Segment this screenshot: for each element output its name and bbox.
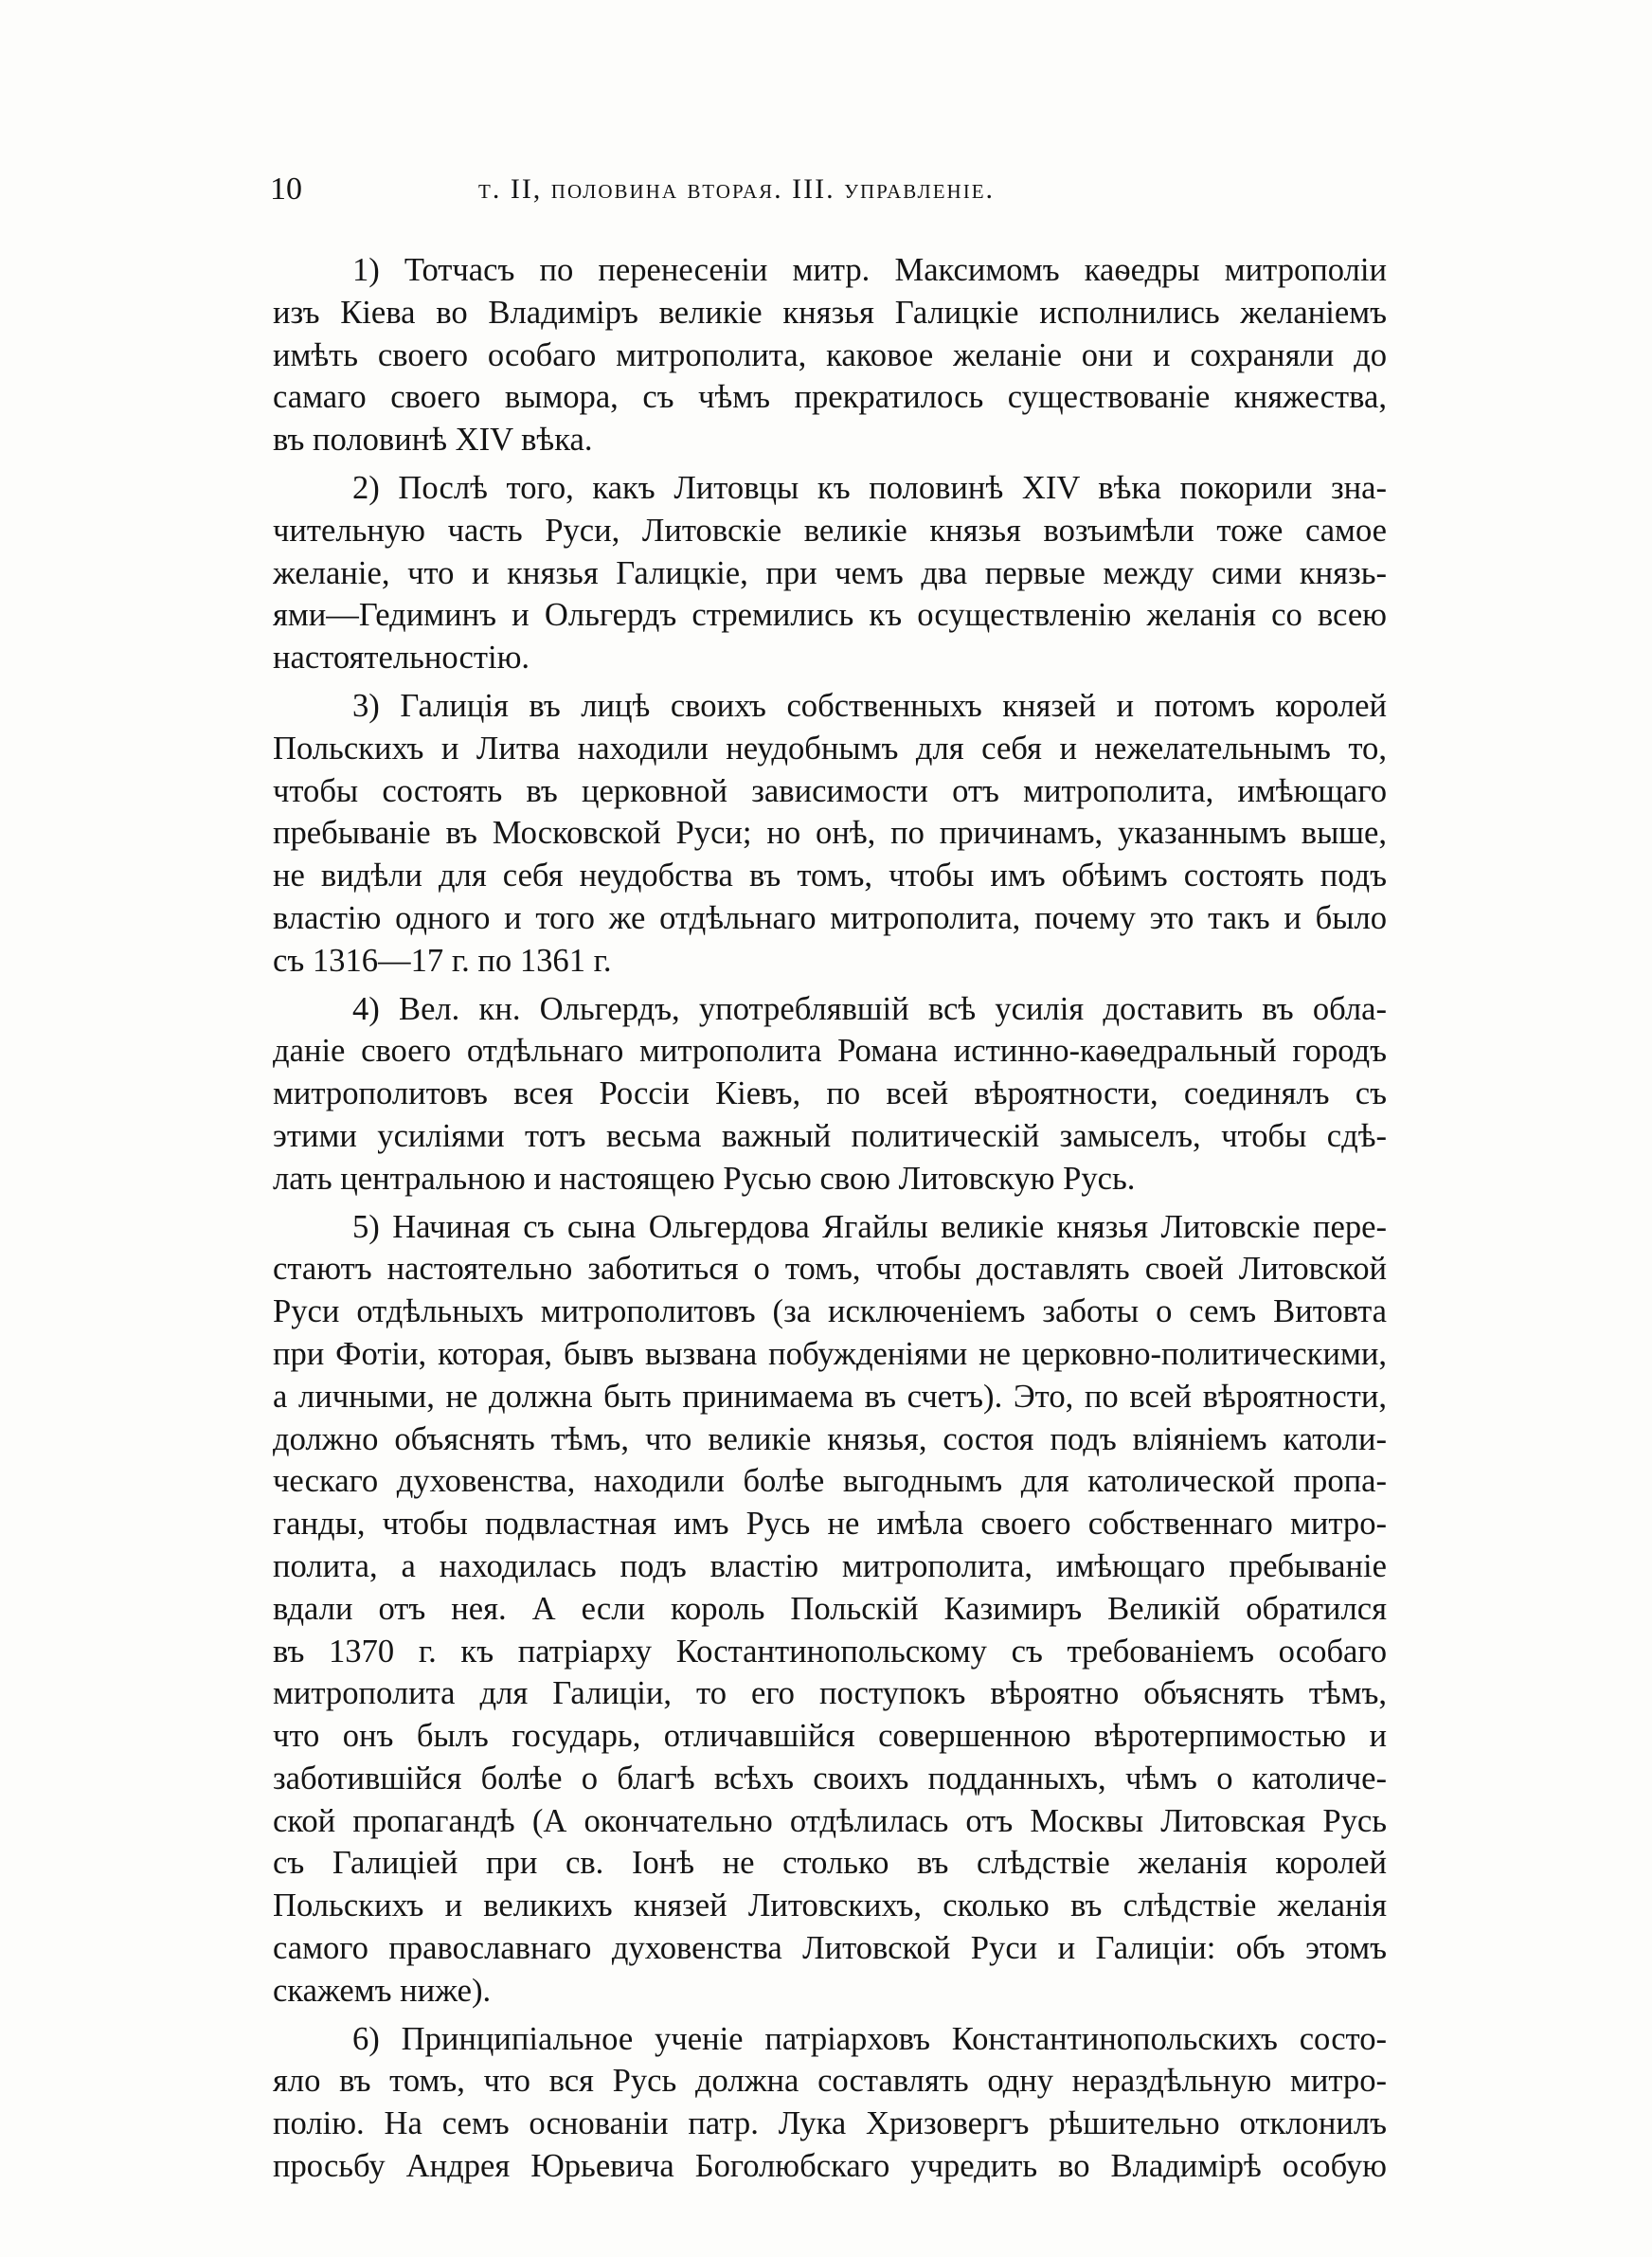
text-line: стаютъ настоятельно заботиться о томъ, чтобы доставлять своей Литовской [273, 1251, 1387, 1288]
text-line: лать центральною и настоящею Русью свою Литовскую Русь. [273, 1160, 1136, 1197]
text-line: ской пропагандѣ (А окончательно отдѣлилась отъ Москвы Литовская Русь [273, 1802, 1387, 1839]
text-line: 4) Вел. кн. Ольгердъ, употреблявшій всѣ усилія доставить въ обла- [352, 990, 1387, 1027]
page-number: 10 [270, 172, 302, 207]
text-line: не видѣли для себя неудобства въ томъ, чтобы имъ обѣимъ состоять подъ [273, 858, 1387, 894]
text-line: яло въ томъ, что вся Русь должна составлять одну нераздѣльную митро- [273, 2063, 1387, 2100]
text-line: съ Галиціей при св. Іонѣ не столько въ слѣдствіе желанія королей [273, 1845, 1387, 1882]
text-line: скажемъ ниже). [273, 1972, 492, 2009]
text-line: митрополитовъ всея Россіи Кіевъ, по всей вѣроятности, соединялъ съ [273, 1075, 1387, 1112]
text-line: 3) Галиція въ лицѣ своихъ собственныхъ князей и потомъ королей [352, 687, 1387, 724]
text-line: самаго своего вымора, съ чѣмъ прекратилось существованіе княжества, [273, 379, 1387, 416]
text-line: съ 1316—17 г. по 1361 г. [273, 942, 612, 979]
text-line: ческаго духовенства, находили болѣе выгоднымъ для католической пропа- [273, 1463, 1387, 1500]
text-line: желаніе, что и князья Галицкіе, при чемъ два первые между сими князь- [273, 554, 1387, 591]
body-text [273, 249, 1387, 2194]
text-line: полита, а находилась подъ властію митрополита, имѣющаго пребываніе [273, 1547, 1387, 1584]
text-line: имѣть своего особаго митрополита, каковое желаніе они и сохраняли до [273, 336, 1387, 373]
text-line: самого православнаго духовенства Литовской Руси и Галиціи: объ этомъ [273, 1930, 1387, 1967]
paragraph-6 [273, 2018, 1387, 2188]
paragraph-1 [273, 249, 1387, 461]
text-line: властію одного и того же отдѣльнаго митрополита, почему это такъ и было [273, 899, 1387, 936]
paragraph-5 [273, 1206, 1387, 2013]
running-title: т. II, половина вторая. III. управленіе. [478, 173, 996, 205]
text-line: этими усиліями тотъ весьма важный политическій замыселъ, чтобы сдѣ- [273, 1117, 1387, 1154]
text-line: вдали отъ нея. А если король Польскій Казимиръ Великій обратился [273, 1590, 1387, 1627]
text-line: чительную часть Руси, Литовскіе великіе князья возъимѣли тоже самое [273, 512, 1387, 549]
text-line: Польскихъ и Литва находили неудобнымъ для себя и нежелательнымъ то, [273, 730, 1387, 767]
text-line: при Фотіи, которая, бывъ вызвана побужденіями не церковно-политическими, [273, 1335, 1387, 1372]
text-line: ганды, чтобы подвластная имъ Русь не имѣла своего собственнаго митро- [273, 1506, 1387, 1543]
text-line: даніе своего отдѣльнаго митрополита Романа истинно-каѳедральный городъ [273, 1033, 1387, 1070]
text-line: 5) Начиная съ сына Ольгердова Ягайлы великіе князья Литовскіе пере- [352, 1208, 1387, 1245]
text-line: пребываніе въ Московской Руси; но онѣ, по причинамъ, указаннымъ выше, [273, 815, 1387, 852]
text-line: 2) Послѣ того, какъ Литовцы къ половинѣ XIV вѣка покорили зна- [352, 469, 1387, 506]
running-head [270, 167, 1388, 212]
text-line: настоятельностію. [273, 640, 530, 677]
paragraph-2 [273, 467, 1387, 679]
text-line: изъ Кіева во Владиміръ великіе князья Галицкіе исполнились желаніемъ [273, 294, 1387, 331]
text-line: а личными, не должна быть принимаема въ счетъ). Это, по всей вѣроятности, [273, 1378, 1387, 1415]
text-line: заботившійся болѣе о благѣ всѣхъ своихъ подданныхъ, чѣмъ о католиче- [273, 1760, 1387, 1797]
text-line: 1) Тотчасъ по перенесеніи митр. Максимомъ каѳедры митрополіи [352, 252, 1387, 288]
text-line: Руси отдѣльныхъ митрополитовъ (за исключеніемъ заботы о семъ Витовта [273, 1293, 1387, 1330]
text-line: митрополита для Галиціи, то его поступокъ вѣроятно объяснять тѣмъ, [273, 1675, 1387, 1712]
text-line: 6) Принципіальное ученіе патріарховъ Константинопольскихъ состо- [352, 2020, 1387, 2057]
paragraph-4 [273, 988, 1387, 1201]
text-line: полію. На семъ основаніи патр. Лука Хризовергъ рѣшительно отклонилъ [273, 2105, 1387, 2142]
text-line: чтобы состоять въ церковной зависимости отъ митрополита, имѣющаго [273, 772, 1387, 809]
text-line: должно объяснять тѣмъ, что великіе князья, состоя подъ вліяніемъ католи- [273, 1420, 1387, 1457]
text-line: просьбу Андрея Юрьевича Боголюбскаго учредить во Владимірѣ особую [273, 2148, 1387, 2185]
text-line: въ половинѣ XIV вѣка. [273, 422, 593, 459]
text-line: ями—Гедиминъ и Ольгердъ стремились къ осуществленію желанія со всею [273, 597, 1387, 634]
text-line: въ 1370 г. къ патріарху Костантинопольскому съ требованіемъ особаго [273, 1633, 1387, 1670]
paragraph-3 [273, 685, 1387, 983]
text-line: что онъ былъ государь, отличавшійся совершенною вѣротерпимостью и [273, 1718, 1387, 1755]
text-line: Польскихъ и великихъ князей Литовскихъ, сколько въ слѣдствіе желанія [273, 1887, 1387, 1924]
